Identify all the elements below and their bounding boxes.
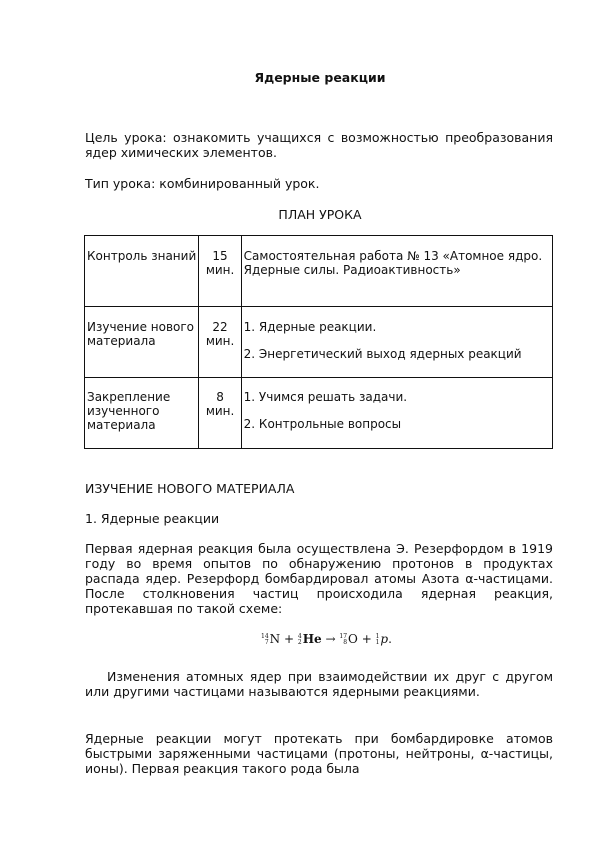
plan-content-cell xyxy=(241,236,552,307)
nuclear-reaction-formula: 14 7N + 4 2He → 17 8O + 1 1p. xyxy=(261,632,392,646)
isotope-numbers: 17 8 xyxy=(339,632,348,646)
isotope-numbers: 1 1 xyxy=(375,632,380,646)
plan-content-item: 1. Учимся решать задачи. xyxy=(243,390,408,404)
plan-time-cell: 8 мин. xyxy=(199,378,241,449)
plan-heading: ПЛАН УРОКА xyxy=(278,207,362,222)
symbol-nitrogen: N xyxy=(269,632,281,646)
plan-stage-cell: Закрепление изученного материала xyxy=(85,378,199,449)
plan-content-item: 2. Энергетический выход ядерных реакций xyxy=(243,347,522,361)
paragraph-definition: Изменения атомных ядер при взаимодействии их друг с другом или другими частицами называются ядерными реакциями. xyxy=(85,669,553,699)
lesson-goal: Цель урока: ознакомить учащихся с возможностью преобразования ядер химических элементов. xyxy=(85,130,553,160)
isotope-numbers: 14 7 xyxy=(261,632,269,646)
plan-content-item: Самостоятельная работа № 13 «Атомное ядро. Ядерные силы. Радиоактивность» xyxy=(243,249,543,277)
plan-content-cell xyxy=(241,307,552,378)
isotope-numbers: 4 2 xyxy=(297,632,302,646)
lesson-type: Тип урока: комбинированный урок. xyxy=(85,176,320,191)
lesson-plan-table xyxy=(84,235,553,449)
paragraph-bombardment: Ядерные реакции могут протекать при бомбардировке атомов быстрыми заряженными частицами (протоны, нейтроны, α-частицы, ионы). Первая реакция такого рода была xyxy=(85,731,553,776)
plan-content-item: 2. Контрольные вопросы xyxy=(243,417,402,431)
table-row xyxy=(85,236,553,307)
symbol-proton: p xyxy=(380,632,389,646)
page-title: Ядерные реакции xyxy=(254,70,386,85)
table-row xyxy=(85,307,553,378)
section-heading: ИЗУЧЕНИЕ НОВОГО МАТЕРИАЛА xyxy=(85,481,295,496)
plan-content-cell xyxy=(241,378,552,449)
symbol-oxygen: O xyxy=(348,632,358,646)
plan-content-item: 1. Ядерные реакции. xyxy=(243,320,377,334)
plan-stage-cell: Контроль знаний xyxy=(85,236,199,307)
symbol-helium: He xyxy=(302,632,322,646)
plan-time-cell: 22 мин. xyxy=(199,307,241,378)
paragraph-rutherford: Первая ядерная реакция была осуществлена Э. Резерфордом в 1919 году во время опытов по обнаружению протонов в продуктах распада ядер. Резерфорд бомбардировал атомы Азота α-частицами. После столкновения частиц происходила ядерная реакция, протекавшая по такой схеме: xyxy=(85,541,553,616)
table-row xyxy=(85,378,553,449)
plan-stage-cell: Изучение нового материала xyxy=(85,307,199,378)
plan-time-cell: 15 мин. xyxy=(199,236,241,307)
subsection-heading: 1. Ядерные реакции xyxy=(85,511,220,526)
